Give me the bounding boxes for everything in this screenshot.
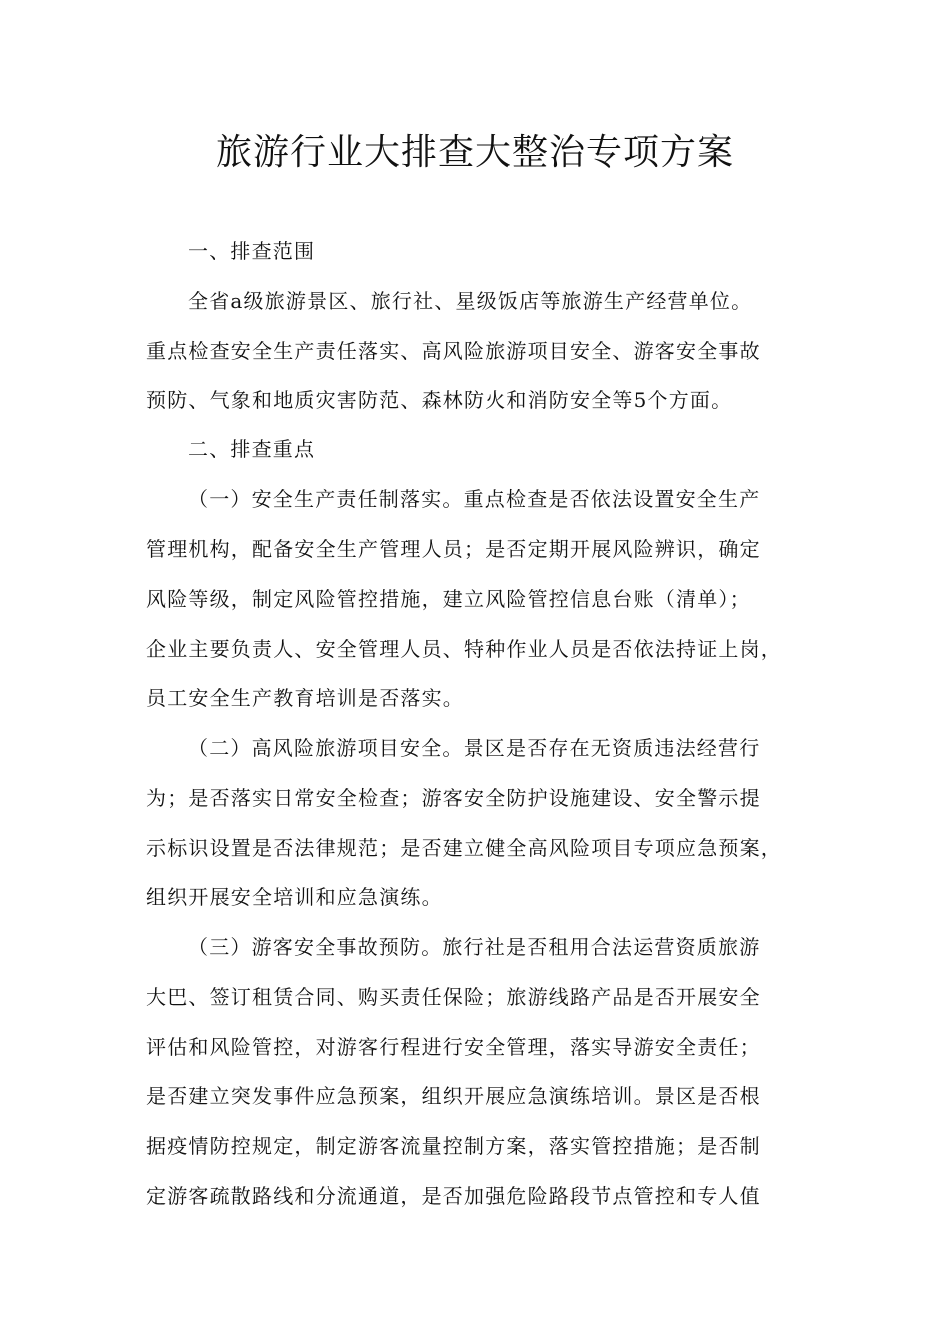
paragraph-line: 定游客疏散路线和分流通道，是否加强危险路段节点管控和专人值: [146, 1184, 761, 1208]
paragraph-line: 是否建立突发事件应急预案，组织开展应急演练培训。景区是否根: [146, 1084, 761, 1108]
section-heading-scope: 一、排查范围: [188, 239, 316, 263]
paragraph-line: 全省a级旅游景区、旅行社、星级饭店等旅游生产经营单位。: [188, 289, 753, 313]
paragraph-line: 组织开展安全培训和应急演练。: [146, 885, 443, 909]
paragraph-line: 重点检查安全生产责任落实、高风险旅游项目安全、游客安全事故: [146, 339, 761, 363]
paragraph-line: 为；是否落实日常安全检查；游客安全防护设施建设、安全警示提: [146, 786, 761, 810]
section-heading-focus: 二、排查重点: [188, 437, 316, 461]
paragraph-line: （二）高风险旅游项目安全。景区是否存在无资质违法经营行: [188, 736, 761, 760]
paragraph-line: 大巴、签订租赁合同、购买责任保险；旅游线路产品是否开展安全: [146, 985, 761, 1009]
paragraph-line: 示标识设置是否法律规范；是否建立健全高风险项目专项应急预案，: [146, 836, 782, 860]
paragraph-line: 预防、气象和地质灾害防范、森林防火和消防安全等5个方面。: [146, 388, 733, 412]
paragraph-line: 风险等级，制定风险管控措施，建立风险管控信息台账（清单）；: [146, 587, 751, 611]
paragraph-line: （三）游客安全事故预防。旅行社是否租用合法运营资质旅游: [188, 935, 761, 959]
paragraph-line: 评估和风险管控，对游客行程进行安全管理，落实导游安全责任；: [146, 1035, 761, 1059]
paragraph-line: （一）安全生产责任制落实。重点检查是否依法设置安全生产: [188, 487, 761, 511]
paragraph-line: 企业主要负责人、安全管理人员、特种作业人员是否依法持证上岗，: [146, 637, 782, 661]
paragraph-line: 管理机构，配备安全生产管理人员；是否定期开展风险辨识，确定: [146, 537, 761, 561]
document-title: 旅游行业大排查大整治专项方案: [215, 132, 734, 173]
paragraph-line: 员工安全生产教育培训是否落实。: [146, 686, 464, 710]
paragraph-line: 据疫情防控规定，制定游客流量控制方案，落实管控措施；是否制: [146, 1134, 761, 1158]
